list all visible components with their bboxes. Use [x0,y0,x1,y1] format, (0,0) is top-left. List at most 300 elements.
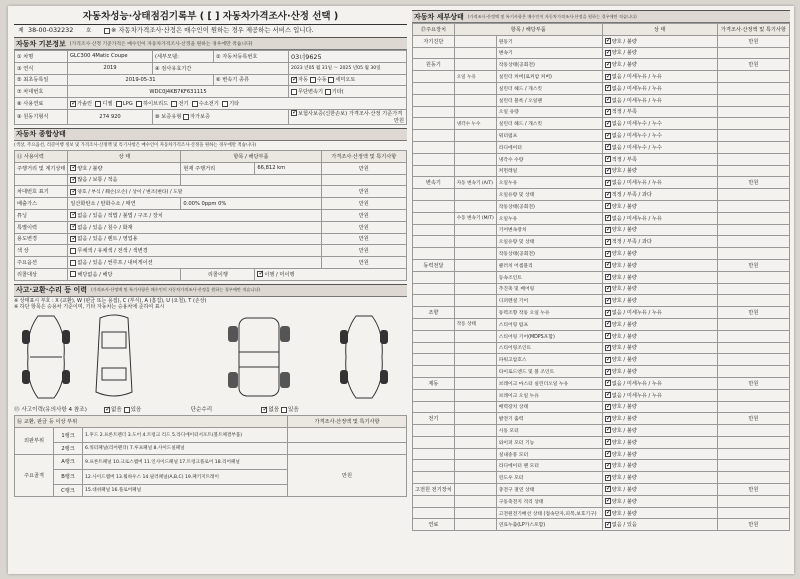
detail-price [717,354,789,366]
detail-group: 원동기 [413,59,455,71]
detail-item: 커먼레일 [496,165,602,177]
detail-state-text: 양호 / 불량 [611,345,637,352]
detail-price: 만원 [717,35,789,47]
detail-item: 배력장치 상태 [496,401,602,413]
detail-row [413,141,790,153]
detail-subgroup [454,448,496,460]
detail-row [413,236,790,248]
detail-state [602,401,717,413]
detail-state-checkbox[interactable] [605,510,611,516]
detail-price [717,82,789,94]
detail-state-checkbox[interactable] [605,298,611,304]
detail-state-text: 적정 / 부족 / 과다 [611,192,652,199]
detail-subgroup [454,460,496,472]
detail-state-checkbox[interactable] [605,97,611,103]
detail-item: 등속조인트 [496,271,602,283]
detail-subgroup [454,401,496,413]
detail-state [602,448,717,460]
detail-state-text: 없음 / 미세누수 / 누수 [611,144,662,151]
detail-group [413,271,455,283]
detail-item: 충전구 절연 상태 [496,484,602,496]
mileage-low-checkbox[interactable] [70,177,76,183]
detail-row [413,94,790,106]
detail-row [413,71,790,83]
detail-item: 고전원전기배선 상태 (접속단자,피복,보호기구) [496,507,602,519]
detail-item: 실내송풍 모터 [496,448,602,460]
detail-item: 변속기 [496,47,602,59]
detail-row [413,259,790,271]
detail-row [413,130,790,142]
detail-state-checkbox[interactable] [605,451,611,457]
detail-state [602,141,717,153]
detail-group [413,425,455,437]
detail-price [717,71,789,83]
detail-row [413,436,790,448]
detail-group [413,283,455,295]
detail-state-checkbox[interactable] [605,369,611,375]
detail-state [602,130,717,142]
warranty-insurer-checkbox[interactable] [291,110,297,116]
detail-state [602,248,717,260]
detail-price: 만원 [717,59,789,71]
transmission-semi-checkbox[interactable] [328,77,334,83]
accident-none-checkbox[interactable] [104,407,110,413]
detail-group: 변속기 [413,177,455,189]
detail-price [717,224,789,236]
repair-none-checkbox[interactable] [261,407,267,413]
detail-row [413,318,790,330]
detail-row [413,389,790,401]
fuel-hybrid-checkbox[interactable] [136,101,142,107]
detail-price [717,212,789,224]
detail-price [717,436,789,448]
detail-state [602,118,717,130]
detail-price: 만원 [717,307,789,319]
detail-price [717,141,789,153]
detail-state-checkbox[interactable] [605,192,611,198]
detail-subgroup: 오일 누유 [454,71,496,83]
detail-state-checkbox[interactable] [605,345,611,351]
car-frame-diagram [214,312,304,402]
detail-state [602,165,717,177]
detail-group [413,224,455,236]
detail-group [413,200,455,212]
detail-item: 브레이크 마스터 실린더오일 누유 [496,377,602,389]
detail-group [413,248,455,260]
detail-state-checkbox[interactable] [605,227,611,233]
detail-state-checkbox[interactable] [605,416,611,422]
detail-group [413,130,455,142]
detail-price: 만원 [717,259,789,271]
recall-none-checkbox[interactable] [70,271,76,277]
transmission-auto-checkbox[interactable] [291,77,297,83]
detail-state-checkbox[interactable] [605,357,611,363]
detail-item: 스티어링 기어(MDPS포함) [496,330,602,342]
detail-group [413,366,455,378]
detail-row [413,472,790,484]
detail-price [717,189,789,201]
detail-state-checkbox[interactable] [605,156,611,162]
tuning-none-checkbox[interactable] [70,212,76,218]
detail-group [413,330,455,342]
detail-state-checkbox[interactable] [605,498,611,504]
detail-item: 라디에이터 [496,141,602,153]
detail-state-checkbox[interactable] [605,475,611,481]
detail-group [413,106,455,118]
detail-price: 만원 [717,377,789,389]
detail-state [602,47,717,59]
detail-state-text: 양호 / 불량 [611,369,637,375]
detail-subgroup [454,413,496,425]
detail-item: 시동 모터 [496,425,602,437]
detail-group [413,472,455,484]
detail-state-text: 없음 / 미세누유 / 누유 [611,215,662,222]
recall-done-checkbox[interactable] [257,271,263,277]
price-option-text: ※ 자동차가격조사·산정은 매수인이 원하는 경우 제공하는 서비스 입니다. [111,26,314,35]
repair-yes-checkbox[interactable] [281,407,287,413]
detail-state [602,212,717,224]
detail-item: 윈도우 모터 [496,472,602,484]
detail-state [602,224,717,236]
detail-row [413,248,790,260]
detail-state-checkbox[interactable] [605,262,611,268]
detail-state-text: 없음 / 미세누유 / 누유 [611,97,662,104]
detail-group [413,236,455,248]
detail-price: 만원 [717,413,789,425]
detail-subgroup [454,377,496,389]
detail-subgroup [454,165,496,177]
detail-group [413,295,455,307]
transmission-options: ✓ 자동 수동 세미오토 [289,74,407,86]
detail-group [413,189,455,201]
detail-state [602,436,717,448]
car-diagrams [14,310,407,405]
detail-price [717,460,789,472]
detail-item: 실린더 헤드 / 개스킷 [496,118,602,130]
detail-state-text: 양호 / 불량 [611,510,637,517]
detail-subgroup: 냉각수 누수 [454,118,496,130]
detail-row [413,153,790,165]
detail-row [413,401,790,413]
detail-row [413,519,790,531]
detail-price [717,295,789,307]
detail-subgroup [454,82,496,94]
detail-subgroup [454,389,496,401]
detail-state-text: 적정 / 부족 [611,109,637,116]
right-column [412,10,790,570]
detail-state-checkbox[interactable] [605,85,611,91]
detail-state [602,519,717,531]
detail-state-text: 양호 / 불량 [611,62,637,69]
detail-state-checkbox[interactable] [605,144,611,150]
detail-state-text: 양호 / 불량 [611,168,637,175]
detail-state-text: 양호 / 불량 [611,321,637,328]
detail-state-checkbox[interactable] [605,463,611,469]
usage-none-checkbox[interactable] [70,236,76,242]
detail-item: 스티어링조인트 [496,342,602,354]
fuel-options: ✓ 가솔린 디젤 LPG 하이브리드 전기 수소전기 기타 [68,98,407,110]
detail-item: 와이퍼 모터 기능 [496,436,602,448]
detail-price [717,389,789,401]
detail-state-checkbox[interactable] [605,50,611,56]
detail-price [717,248,789,260]
detail-state-checkbox[interactable] [605,321,611,327]
detail-subgroup [454,35,496,47]
detail-state-checkbox[interactable] [605,180,611,186]
detail-state [602,200,717,212]
fuel-electric-checkbox[interactable] [171,101,177,107]
detail-subgroup [454,94,496,106]
price-option-checkbox[interactable] [104,28,110,34]
basic-info-table: ① 차명 GLC300 4Matic Coupe (세부모델: ② 자동차등록번호 03너9625 ③ 연식 2019 ④ 검사유효기간 2023 년05 월 31일 ～ 2025 년05 월 30일 ⑤ 최초등록일 2019-05-31 ⑥ 변속기 종류 ✓ 자동 수동 세미오토 ⑦ 차대번호 WDC0J4KB7KF631115 무단변속기 기타( ⑧ 사용연료 ✓ 가솔린 디젤 LPG 하이브리드 전기 수소전기 기타 ⑨ 원동기형식 274 920 ⑩ 보증유형 자가보증 ✓보험사보증(신한손보) 가격조사·산정 기준가격 만원 [14,50,407,125]
odometer-good-checkbox[interactable] [70,165,76,171]
detail-state [602,82,717,94]
detail-subgroup [454,425,496,437]
detail-state [602,318,717,330]
detail-subgroup [454,307,496,319]
detail-table: ⑰주요장치 항목 / 해당부품 상 태 가격조사·산정액 및 특기사항 자기진단 원동기 ✓ 양호 / 불량 만원 변속기 ✓ 양호 / 불량 원동기 작동상태(공회전) ✓ 양호 / 불량 만원 오일 누유 실린더 커버(로커암 커버) ✓ 없음 / 미세누유 / 누유 실린더 헤드 / 개스킷 ✓ 없음 / 미세누유 / 누유 실린더 블록 / 오일팬 ✓ 없음 / 미세누유 / 누유 오일 유량 ✓ 적정 / 부족 냉각수 누수 실린더 헤드 / 개스킷 ✓ 없음 / 미세누수 / 누수 워터펌프 ✓ 없음 / 미세누수 / 누수 라디에이터 ✓ 없음 / 미세누수 / 누수 냉각수 수량 ✓ 적정 / 부족 커먼레일 ✓ 양호 / 불량 변속기 자동 변속기 (A/T) 오일누유 ✓ 없음 / 미세누유 / 누유 만원 오일유량 및 상태 ✓ 적정 / 부족 / 과다 작동상태(공회전) ✓ 양호 / 불량 수동 변속기 (M/T) 오일누유 ✓ 없음 / 미세누유 / 누유 기어변속장치 ✓ 양호 / 불량 오일유량 및 상태 ✓ 적정 / 부족 / 과다 작동상태(공회전) ✓ 양호 / 불량 동력전달 클러치 어셈블리 ✓ 양호 / 불량 만원 등속조인트 ✓ 양호 / 불량 추진축 및 베어링 ✓ 양호 / 불량 디퍼렌셜 기어 ✓ 양호 / 불량 조향 동력조향 작동 오일 누유 ✓ 없음 / 미세누유 / 누유 만원 작동 상태 스티어링 펌프 ✓ 양호 / 불량 스티어링 기어(MDPS포함) ✓ 양호 / 불량 스티어링조인트 ✓ 양호 / 불량 파워고압호스 ✓ 양호 / 불량 타이로드엔드 및 볼 조인트 ✓ 양호 / 불량 제동 브레이크 마스터 실린더오일 누유 ✓ 없음 / 미세누유 / 누유 만원 브레이크 오일 누유 ✓ 없음 / 미세누유 / 누유 배력장치 상태 ✓ 양호 / 불량 전기 발전기 출력 ✓ 양호 / 불량 만원 시동 모터 ✓ 양호 / 불량 와이퍼 모터 기능 ✓ 양호 / 불량 실내송풍 모터 ✓ 양호 / 불량 라디에이터 팬 모터 ✓ 양호 / 불량 윈도우 모터 ✓ 양호 / 불량 고전원 전기장치 충전구 절연 상태 ✓ 양호 / 불량 만원 구동축전지 격리 상태 ✓ 양호 / 불량 고전원전기배선 상태 (접속단자,피복,보호기구) ✓ 양호 / 불량 연료 연료누출(LP가스포함) ✓ 없음 / 있음 만원 [412,23,790,531]
detail-state-text: 양호 / 불량 [611,475,637,482]
detail-group: 연료 [413,519,455,531]
fuel-hydrogen-checkbox[interactable] [192,101,198,107]
detail-row [413,448,790,460]
detail-group [413,436,455,448]
warranty-self-checkbox[interactable] [183,114,189,120]
detail-state [602,413,717,425]
detail-state-checkbox[interactable] [605,133,611,139]
detail-row [413,59,790,71]
detail-item: 스티어링 펌프 [496,318,602,330]
detail-item: 오일유량 및 상태 [496,236,602,248]
detail-state-text: 양호 / 불량 [611,251,637,258]
detail-price [717,318,789,330]
detail-state-text: 양호 / 불량 [611,439,637,446]
detail-price [717,271,789,283]
fuel-other-checkbox[interactable] [222,101,228,107]
detail-state [602,189,717,201]
detail-state [602,307,717,319]
detail-state-text: 없음 / 미세누수 / 누수 [611,121,662,128]
detail-state [602,71,717,83]
detail-state-text: 없음 / 있음 [611,522,637,529]
detail-subgroup: 수동 변속기 (M/T) [454,212,496,224]
detail-group [413,47,455,59]
detail-state-text: 양호 / 불량 [611,274,637,281]
detail-row [413,106,790,118]
detail-price: 만원 [717,519,789,531]
detail-state-text: 양호 / 불량 [611,227,637,234]
detail-group: 자기진단 [413,35,455,47]
detail-state-text: 양호 / 불량 [611,298,637,305]
car-top-diagram [84,312,144,402]
detail-state-checkbox[interactable] [605,286,611,292]
detail-state [602,259,717,271]
detail-subgroup [454,472,496,484]
detail-state-checkbox[interactable] [605,203,611,209]
doc-number-row: 제 38-00-032232 호 ※ 자동차가격조사·산정은 매수인이 원하는 경우 제공하는 서비스 입니다. [14,24,407,37]
detail-state-checkbox[interactable] [605,404,611,410]
detail-price [717,448,789,460]
detail-price [717,401,789,413]
detail-group [413,495,455,507]
detail-state-text: 없음 / 미세누유 / 누유 [611,392,662,399]
detail-state-checkbox[interactable] [605,121,611,127]
detail-group [413,460,455,472]
detail-state-checkbox[interactable] [605,427,611,433]
detail-item: 작동상태(공회전) [496,200,602,212]
fuel-gasoline-checkbox[interactable] [70,101,76,107]
vin-good-checkbox[interactable] [70,189,76,195]
special-none-checkbox[interactable] [70,224,76,230]
detail-state-text: 적정 / 부족 / 과다 [611,239,652,246]
transmission-manual-checkbox[interactable] [310,77,316,83]
detail-state-text: 양호 / 불량 [611,203,637,210]
detail-row [413,271,790,283]
detail-state [602,495,717,507]
detail-state [602,366,717,378]
detail-subgroup [454,130,496,142]
detail-item: 오일 유량 [496,106,602,118]
detail-price: 만원 [717,484,789,496]
detail-subgroup [454,236,496,248]
detail-state [602,271,717,283]
detail-state-text: 양호 / 불량 [611,50,637,57]
detail-row [413,295,790,307]
detail-group: 전기 [413,413,455,425]
detail-state-checkbox[interactable] [605,168,611,174]
detail-row [413,366,790,378]
detail-item: 오일유량 및 상태 [496,189,602,201]
detail-group [413,165,455,177]
detail-price [717,200,789,212]
detail-item: 브레이크 오일 누유 [496,389,602,401]
detail-price [717,495,789,507]
detail-item: 워터펌프 [496,130,602,142]
color-checkbox[interactable] [70,248,76,254]
detail-group [413,212,455,224]
detail-state-checkbox[interactable] [605,215,611,221]
detail-item: 파워고압호스 [496,354,602,366]
detail-price [717,330,789,342]
detail-state-checkbox[interactable] [605,380,611,386]
detail-state-checkbox[interactable] [605,439,611,445]
detail-group [413,354,455,366]
detail-state [602,484,717,496]
detail-subgroup [454,271,496,283]
detail-row [413,82,790,94]
doc-number: 38-00-032232 [28,26,74,35]
detail-state-text: 양호 / 불량 [611,498,637,505]
detail-state-checkbox[interactable] [605,522,611,528]
detail-state [602,177,717,189]
detail-price [717,425,789,437]
detail-subgroup [454,248,496,260]
detail-subgroup [454,47,496,59]
accident-yes-checkbox[interactable] [124,407,130,413]
detail-subgroup [454,330,496,342]
transmission-cvt-checkbox[interactable] [291,89,297,95]
car-left-side-diagram [16,312,76,402]
detail-price [717,342,789,354]
detail-row [413,189,790,201]
detail-state-text: 양호 / 불량 [611,463,637,470]
detail-state-checkbox[interactable] [605,333,611,339]
detail-state-checkbox[interactable] [605,274,611,280]
detail-subgroup [454,259,496,271]
basic-info-header: 자동차 기본정보 (가격조사·산정 기준가격은 매수인이 자동차가격조사·산정을 원하는 경우에만 적습니다) [14,37,407,50]
detail-item: 디퍼렌셜 기어 [496,295,602,307]
detail-row [413,425,790,437]
detail-subgroup [454,507,496,519]
options-checkbox[interactable] [70,260,76,266]
detail-item: 발전기 출력 [496,413,602,425]
detail-subgroup [454,366,496,378]
detail-price [717,47,789,59]
detail-row [413,200,790,212]
detail-item: 타이로드엔드 및 볼 조인트 [496,366,602,378]
detail-group [413,342,455,354]
detail-subgroup [454,519,496,531]
detail-state-checkbox[interactable] [605,486,611,492]
detail-price [717,283,789,295]
detail-state-text: 적정 / 부족 [611,156,637,163]
detail-subgroup [454,189,496,201]
detail-group [413,71,455,83]
detail-state-checkbox[interactable] [605,239,611,245]
detail-item: 작동상태(공회전) [496,248,602,260]
detail-state [602,35,717,47]
detail-subgroup [454,354,496,366]
fuel-lpg-checkbox[interactable] [116,101,122,107]
detail-state [602,342,717,354]
detail-price [717,130,789,142]
detail-subgroup [454,153,496,165]
detail-price [717,507,789,519]
detail-state [602,283,717,295]
detail-state [602,236,717,248]
detail-row [413,413,790,425]
detail-item: 연료누출(LP가스포함) [496,519,602,531]
damage-table: ⑯ 교환, 판금 등 이상 부위 가격조사·산정액 및 특기사항 외판부위 1랭크 1.후드 2.프론트펜더 3.도어 4.트렁크 리드 5.라디에이터서포트(볼트체결부품) 2랭크 6.쿼터패널(리어펜더) 7.루프패널 8.사이드실패널 주요골격 A랭크 9.프론트패널 10.크로스멤버 11.인사이드패널 17.트렁크플로어 18.리어패널 만원 B랭크 12.사이드멤버 13.휠하우스 14.필러패널(A,B,C) 19.패키지트레이 C랭크 15.대쉬패널 16.플로어패널 [14,415,407,496]
fuel-diesel-checkbox[interactable] [95,101,101,107]
detail-subgroup [454,200,496,212]
detail-item: 실린더 헤드 / 개스킷 [496,82,602,94]
detail-state [602,472,717,484]
detail-state [602,377,717,389]
detail-state-text: 없음 / 미세누유 / 누유 [611,74,662,81]
detail-state-checkbox[interactable] [605,38,611,44]
inspection-document [8,6,794,574]
detail-row [413,342,790,354]
detail-state-checkbox[interactable] [605,74,611,80]
detail-state-text: 양호 / 불량 [611,357,637,364]
detail-group: 제동 [413,377,455,389]
detail-state-text: 양호 / 불량 [611,286,637,293]
detail-item: 기어변속장치 [496,224,602,236]
detail-item: 추진축 및 베어링 [496,283,602,295]
detail-item: 냉각수 수량 [496,153,602,165]
transmission-other-checkbox[interactable] [325,89,331,95]
detail-state-checkbox[interactable] [605,62,611,68]
detail-subgroup [454,342,496,354]
detail-state-checkbox[interactable] [605,392,611,398]
detail-state-checkbox[interactable] [605,310,611,316]
detail-group [413,448,455,460]
detail-state [602,425,717,437]
detail-state-checkbox[interactable] [605,251,611,257]
detail-row [413,118,790,130]
detail-state-checkbox[interactable] [605,109,611,115]
